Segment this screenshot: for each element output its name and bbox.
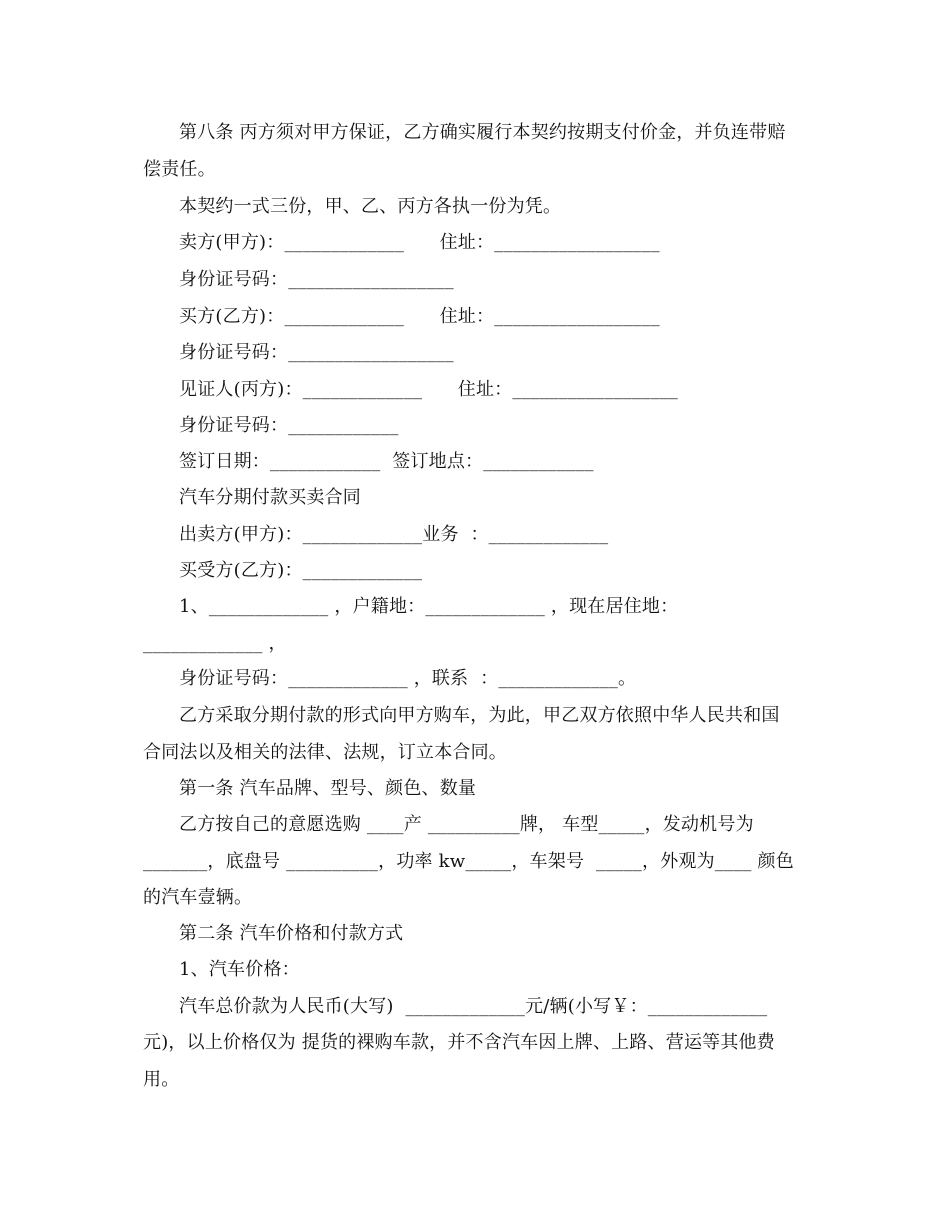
seller-party-field: 卖方(甲方)：_____________ 住址：__________________	[179, 232, 660, 253]
purchaser-detail-line-2: _____________ ，	[143, 633, 287, 654]
price-paragraph-line-1: 汽车总价款为人民币(大写) _____________元/辆(小写￥：_____________	[179, 996, 768, 1017]
price-paragraph-line-3: 用。	[143, 1069, 180, 1090]
purchaser-party-field: 买受方(乙方)：_____________	[179, 560, 423, 581]
buyer-party-field: 买方(乙方)：_____________ 住址：__________________	[179, 306, 660, 327]
agreement-paragraph-line-1: 乙方采取分期付款的形式向甲方购车，为此，甲乙双方依照中华人民共和国	[179, 705, 780, 726]
witness-party-field: 见证人(丙方)：_____________ 住址：__________________	[179, 379, 678, 400]
article-1-heading: 第一条 汽车品牌、型号、颜色、数量	[179, 778, 477, 799]
article-8-line-2: 偿责任。	[143, 159, 216, 180]
vehicle-spec-line-1: 乙方按自己的意愿选购 ____产 __________牌， 车型_____，发动机号为	[179, 814, 754, 835]
signing-date-place-field: 签订日期：____________ 签订地点：____________	[179, 451, 594, 472]
copies-statement: 本契约一式三份，甲、乙、丙方各执一份为凭。	[179, 196, 562, 217]
buyer-id-field: 身份证号码：__________________	[179, 342, 454, 363]
price-paragraph-line-2: 元)，以上价格仅为 提货的裸购车款，并不含汽车因上牌、上路、营运等其他费	[143, 1032, 775, 1053]
seller-id-field: 身份证号码：__________________	[179, 269, 454, 290]
witness-id-field: 身份证号码：____________	[179, 415, 399, 436]
purchaser-contact-field: 身份证号码：_____________ ，联系 ：_____________。	[179, 668, 637, 689]
purchaser-detail-line-1: 1、_____________ ，户籍地：_____________ ，现在居住地：	[179, 596, 679, 617]
agreement-paragraph-line-2: 合同法以及相关的法律、法规，订立本合同。	[143, 742, 507, 763]
vendor-party-field: 出卖方(甲方)：_____________业务 ：_____________	[179, 524, 609, 545]
vehicle-spec-line-3: 的汽车壹辆。	[143, 887, 253, 908]
article-8-line-1: 第八条 丙方须对甲方保证，乙方确实履行本契约按期支付价金，并负连带赔	[179, 122, 786, 143]
article-2-heading: 第二条 汽车价格和付款方式	[179, 923, 404, 944]
contract-title: 汽车分期付款买卖合同	[179, 487, 361, 508]
vehicle-price-heading: 1、汽车价格：	[179, 959, 300, 980]
vehicle-spec-line-2: _______，底盘号 __________，功率 kw_____，车架号 _____，外观为____ 颜色	[143, 851, 794, 872]
